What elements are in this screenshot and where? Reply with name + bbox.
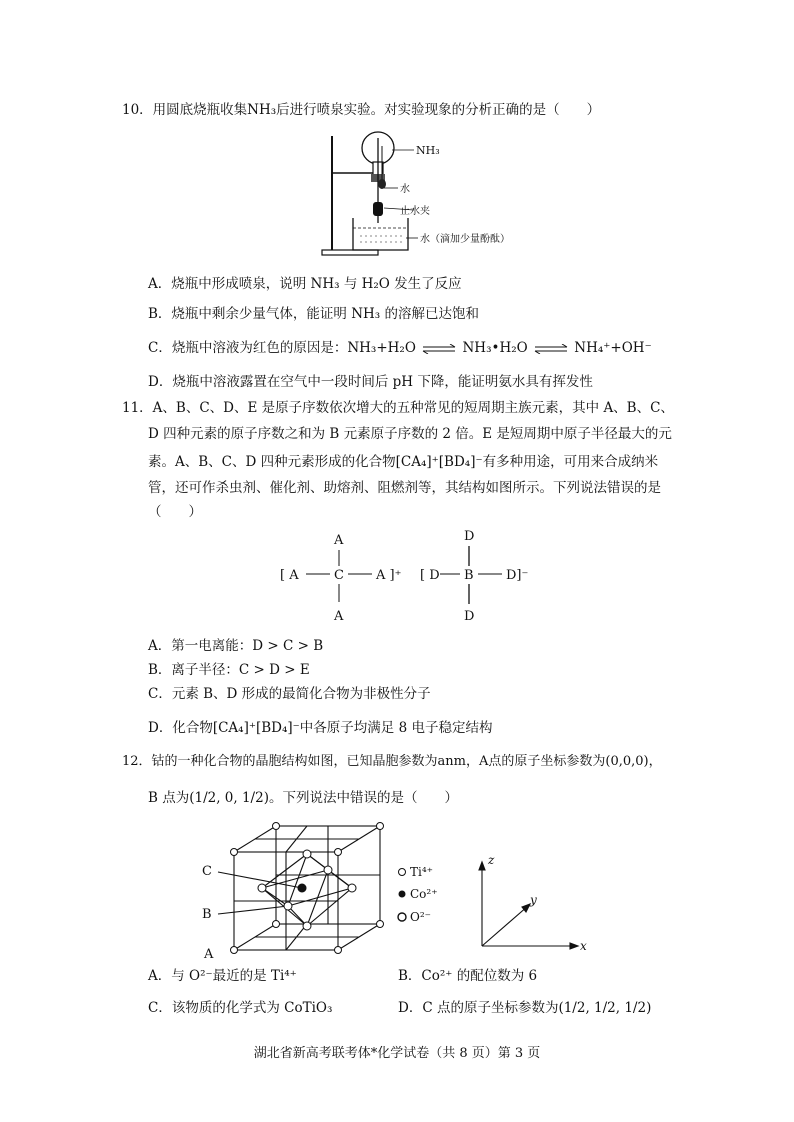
coord-c: (1/2, 1/2, 1/2) xyxy=(558,1000,652,1016)
q12-option-c: C．该物质的化学式为 CoTiO₃ xyxy=(148,1000,333,1016)
label-nh3: NH₃ xyxy=(416,144,440,157)
bracket-left-anion: [ D xyxy=(420,568,440,583)
q12-line2 xyxy=(148,788,458,808)
q11-option-a: A．第一电离能：D > C > B xyxy=(148,638,324,654)
q11-option-d-post: 中各原子均满足 8 电子稳定结构 xyxy=(299,720,493,736)
q10-option-a: A．烧瓶中形成喷泉，说明 NH₃ 与 H₂O 发生了反应 xyxy=(148,276,462,292)
atom-d-bottom: D xyxy=(464,609,475,624)
label-c: C xyxy=(202,864,212,879)
q12-line2-post: 。下列说法中错误的是（ ） xyxy=(268,790,458,806)
q10-option-c-mid: NH₃•H₂O xyxy=(462,340,528,356)
q11-option-b: B．离子半径：C > D > E xyxy=(148,662,310,678)
q11-formula: [CA₄]⁺[BD₄]⁻ xyxy=(395,454,483,470)
q12-line1: 12．钴的一种化合物的晶胞结构如图，已知晶胞参数为anm，A点的原子坐标参数为(0,0,0)， xyxy=(122,754,662,769)
q11-line1: 11．A、B、C、D、E 是原子序数依次增大的五种常见的短周期主族元素，其中 A、B、C、 xyxy=(122,400,674,416)
atom-d-top: D xyxy=(464,529,475,544)
equilibrium-arrow-icon xyxy=(422,344,456,354)
atom-a-bottom: A xyxy=(334,609,344,624)
q11-line3-pre: 素。A、B、C、D 四种元素形成的化合物 xyxy=(148,454,396,470)
page-footer: 湖北省新高考联考体*化学试卷（共 8 页）第 3 页 xyxy=(253,1046,541,1061)
legend-o: O²⁻ xyxy=(410,910,431,924)
q12-line2-pre: B 点为 xyxy=(148,790,190,806)
q11-option-d xyxy=(148,718,492,738)
q11-option-c: C．元素 B、D 形成的最简化合物为非极性分子 xyxy=(148,686,431,702)
axis-z-label: z xyxy=(488,853,495,867)
q11-line3 xyxy=(148,452,658,472)
label-water: 水 xyxy=(400,184,410,195)
label-a: A xyxy=(204,947,214,962)
equilibrium-arrow-icon xyxy=(534,344,568,354)
label-b: B xyxy=(202,907,212,922)
q12-option-b: B．Co²⁺ 的配位数为 6 xyxy=(398,968,538,984)
q10-apparatus-figure xyxy=(318,128,518,260)
atom-a-top: A xyxy=(334,533,344,548)
q12-crystal-figure xyxy=(196,820,596,962)
q12-option-d xyxy=(398,998,651,1018)
bracket-right-anion: D]⁻ xyxy=(506,568,529,583)
label-clamp: 止水夹 xyxy=(400,206,430,217)
q11-line4: 管，还可作杀虫剂、催化剂、助熔剂、阻燃剂等，其结构如图所示。下列说法错误的是 xyxy=(148,480,661,496)
q12-option-a: A．与 O²⁻最近的是 Ti⁴⁺ xyxy=(148,968,297,984)
q10-option-c-prefix: C．烧瓶中溶液为红色的原因是：NH₃+H₂O xyxy=(148,340,416,356)
q11-line2: D 四种元素的原子序数之和为 B 元素原子序数的 2 倍。E 是短周期中原子半径最大的元 xyxy=(148,426,672,442)
atom-c-center: C xyxy=(334,568,344,583)
legend-co: Co²⁺ xyxy=(410,887,438,901)
label-water-phenolphthalein: 水（滴加少量酚酞） xyxy=(420,234,510,245)
q11-line5: （ ） xyxy=(148,504,202,520)
q12-option-d-pre: D．C 点的原子坐标参数为 xyxy=(398,1000,559,1016)
coord-b: (1/2, 0, 1/2) xyxy=(189,790,269,806)
axis-x-label: x xyxy=(580,939,587,953)
axis-y-label: y xyxy=(530,893,537,907)
q10-option-c xyxy=(148,338,652,358)
co-center-atom xyxy=(298,884,307,893)
q11-option-d-pre: D．化合物 xyxy=(148,720,213,736)
q11-line3-post: 有多种用途，可用来合成纳米 xyxy=(482,454,659,470)
legend-ti: Ti⁴⁺ xyxy=(410,865,433,879)
q10-stem: 10．用圆底烧瓶收集NH₃后进行喷泉实验。对实验现象的分析正确的是（ ） xyxy=(122,102,601,118)
q10-option-c-suffix: NH₄⁺+OH⁻ xyxy=(574,340,652,356)
bracket-left-cation: [ A xyxy=(280,568,299,583)
atom-b-center: B xyxy=(464,568,474,583)
q11-structure-figure xyxy=(270,526,540,626)
bracket-right-cation: A ]⁺ xyxy=(376,568,402,583)
q11-option-d-formula: [CA₄]⁺[BD₄]⁻ xyxy=(212,720,300,736)
q10-option-d: D．烧瓶中溶液露置在空气中一段时间后 pH 下降，能证明氨水具有挥发性 xyxy=(148,374,593,390)
q10-option-b: B．烧瓶中剩余少量气体，能证明 NH₃ 的溶解已达饱和 xyxy=(148,306,479,322)
